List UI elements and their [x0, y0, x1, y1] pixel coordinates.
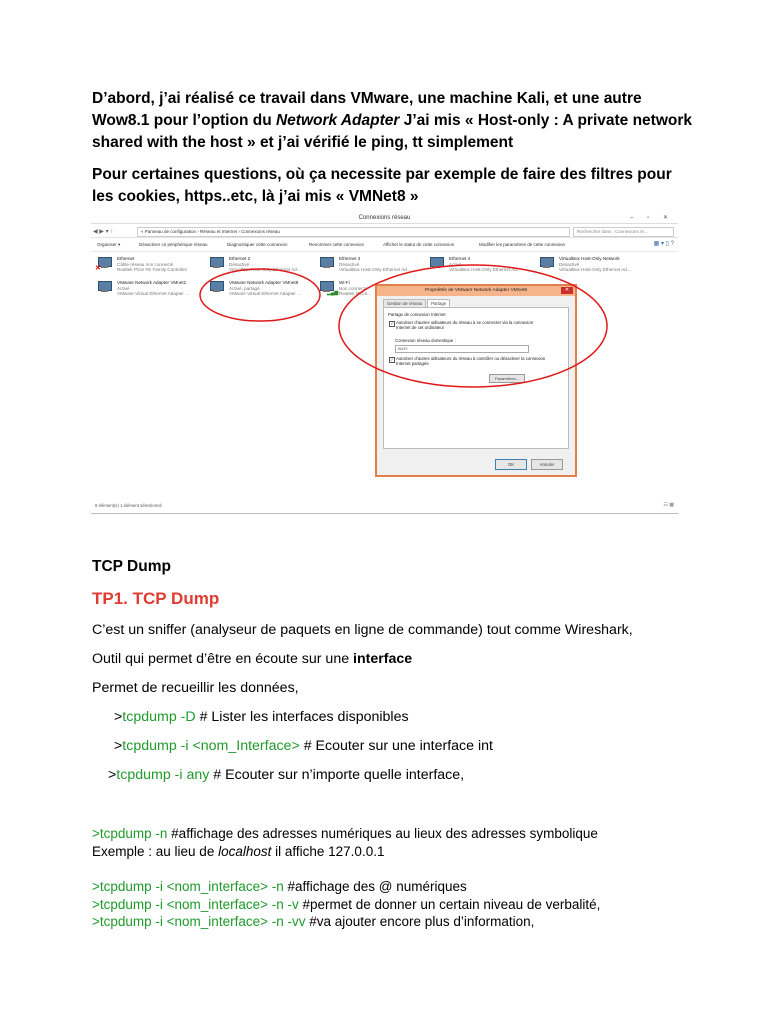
network-adapter-icon: [429, 257, 443, 269]
status-bar-text: 8 élément(s) 1 élément sélectionné: [95, 503, 162, 508]
command-line: >tcpdump -i <nom_interface> -n -vv #va ajouter encore plus d’information,: [92, 914, 535, 929]
home-connection-select[interactable]: Wi-Fi: [395, 345, 529, 353]
allow-sharing-label: Autoriser d’autres utilisateurs du réseau à se connecter via la connexion Internet de cet ordinateur: [396, 320, 534, 330]
command-line: >tcpdump -i <nom_interface> -n -v #permet de donner un certain niveau de verbalité,: [92, 897, 601, 912]
sharing-panel: [383, 307, 569, 449]
tab-partage[interactable]: Partage: [427, 299, 450, 308]
intro-text: J’ai mis « Host-only : A private network shared with the host » et j’ai vérifié le ping, tt simplement: [92, 112, 692, 151]
adapter-virtualbox-network[interactable]: VirtualBox Host-Only Network Désactivé VirtualBox Host-Only Ethernet Ad...: [539, 255, 657, 277]
command-line: >tcpdump -i <nom_interface> -n #affichage des @ numériques: [92, 879, 467, 894]
properties-dialog: [375, 284, 577, 477]
network-adapter-icon: ✕: [97, 257, 111, 269]
command-bar: [91, 239, 678, 252]
network-adapter-icon: [209, 281, 223, 293]
toolbar-settings[interactable]: Modifier les paramètres de cette connexion: [479, 242, 566, 247]
address-path[interactable]: « Panneau de configuration › Réseau et Internet › Connexions réseau: [137, 227, 570, 237]
toolbar-diagnose[interactable]: Diagnostiquer cette connexion: [227, 242, 288, 247]
section-label: Partage de connexion Internet: [388, 312, 446, 317]
address-bar: [91, 225, 678, 238]
toolbar-rename[interactable]: Renommer cette connexion: [309, 242, 365, 247]
heading-tp1: TP1. TCP Dump: [92, 589, 220, 608]
command-line: >tcpdump -i <nom_Interface> # Ecouter sur une interface int: [114, 738, 493, 754]
home-connection-label: Connexion réseau domestique :: [395, 338, 456, 343]
dialog-title: Propriétés de VMware Network Adapter VMnet8: [424, 288, 528, 293]
allow-control-checkbox[interactable]: ✓: [390, 357, 394, 362]
adapter-ethernet-4[interactable]: Ethernet 4 Activé VirtualBox Host-Only Ethernet Ad...: [429, 255, 547, 277]
toolbar-disable[interactable]: Désactiver ce périphérique réseau: [139, 242, 208, 247]
intro-emphasis: Network Adapter: [275, 112, 400, 129]
intro-text: D’abord, j’ai réalisé ce travail dans VMware, une machine Kali, et une autre Wow8.1 pour l’option du: [92, 90, 642, 129]
heading-tcp-dump: TCP Dump: [92, 558, 171, 575]
adapter-ethernet-3[interactable]: Ethernet 3 Désactivé VirtualBox Host-Only Ethernet Ad...: [319, 255, 437, 277]
network-adapter-icon: [209, 257, 223, 269]
network-connections-screenshot: [91, 213, 678, 514]
allow-control-label: Autoriser d’autres utilisateurs du réseau à contrôler ou désactiver la connexion Internet partagée: [396, 356, 546, 366]
nav-arrows-icon[interactable]: ◀ ▶ ▾ ↑: [93, 229, 114, 235]
text-line: Outil qui permet d’être en écoute sur une interface: [92, 651, 413, 667]
network-adapter-icon: [539, 257, 553, 269]
search-input[interactable]: Rechercher dans : Connexions ré...: [573, 227, 674, 237]
network-adapter-icon: [97, 281, 111, 293]
text-line: Permet de recueillir les données,: [92, 680, 299, 696]
dialog-titlebar: [377, 286, 575, 296]
tab-gestion-reseau[interactable]: Gestion de réseau: [383, 299, 426, 308]
toolbar-status[interactable]: Afficher le statut de cette connexion: [383, 242, 455, 247]
command-line: >tcpdump -n #affichage des adresses numériques au lieux des adresses symbolique: [92, 826, 598, 841]
window-titlebar: [91, 213, 678, 224]
ok-button[interactable]: OK: [495, 459, 527, 470]
window-title: Connexions réseau: [358, 215, 411, 221]
command-line: >tcpdump -D # Lister les interfaces disponibles: [114, 709, 409, 725]
cancel-button[interactable]: Annuler: [531, 459, 563, 470]
adapter-ethernet-2[interactable]: Ethernet 2 Désactivé VirtualBox Host-Only Ethernet Ad...: [209, 255, 327, 277]
text-line: C’est un sniffer (analyseur de paquets en ligne de commande) tout comme Wireshark,: [92, 622, 633, 638]
adapter-vmnet8[interactable]: VMware Network Adapter VMnet8 Activé, partagé VMware Virtual Ethernet Adapter ...: [209, 279, 327, 301]
intro-paragraph-2: Pour certaines questions, où ça necessite par exemple de faire des filtres pour les cookies, https..etc, là j’ai mis « VMNet8 »: [92, 166, 672, 205]
allow-sharing-checkbox[interactable]: ✓: [390, 321, 394, 326]
adapter-ethernet[interactable]: ✕ Ethernet Câble réseau non connecté Realtek PCIe FE Family Controller: [95, 256, 188, 273]
view-options-icon[interactable]: ▦ ▾ ▯ ?: [653, 241, 674, 247]
command-line: >tcpdump -i any # Ecouter sur n’importe quelle interface,: [108, 767, 465, 783]
intro-paragraph-1: [92, 88, 692, 154]
adapter-vmnet1[interactable]: VMware Network Adapter VMnet1 Activé VMware Virtual Ethernet Adapter ...: [97, 279, 215, 301]
text-line: Exemple : au lieu de localhost il affiche 127.0.0.1: [92, 844, 385, 859]
window-controls[interactable]: – ▫ ✕: [630, 215, 674, 221]
adapter-wifi[interactable]: ▂▄▆ Wi-Fi Non connecté Realtek RTL8...: [319, 279, 437, 301]
toolbar-organize[interactable]: Organiser ▾: [97, 242, 121, 247]
close-icon[interactable]: ✕: [561, 287, 573, 294]
view-toggle-icon[interactable]: ☷ ▦: [663, 502, 674, 508]
wifi-adapter-icon: ▂▄▆: [319, 281, 333, 293]
network-adapter-icon: [319, 257, 333, 269]
settings-button[interactable]: Paramètres...: [489, 374, 525, 383]
